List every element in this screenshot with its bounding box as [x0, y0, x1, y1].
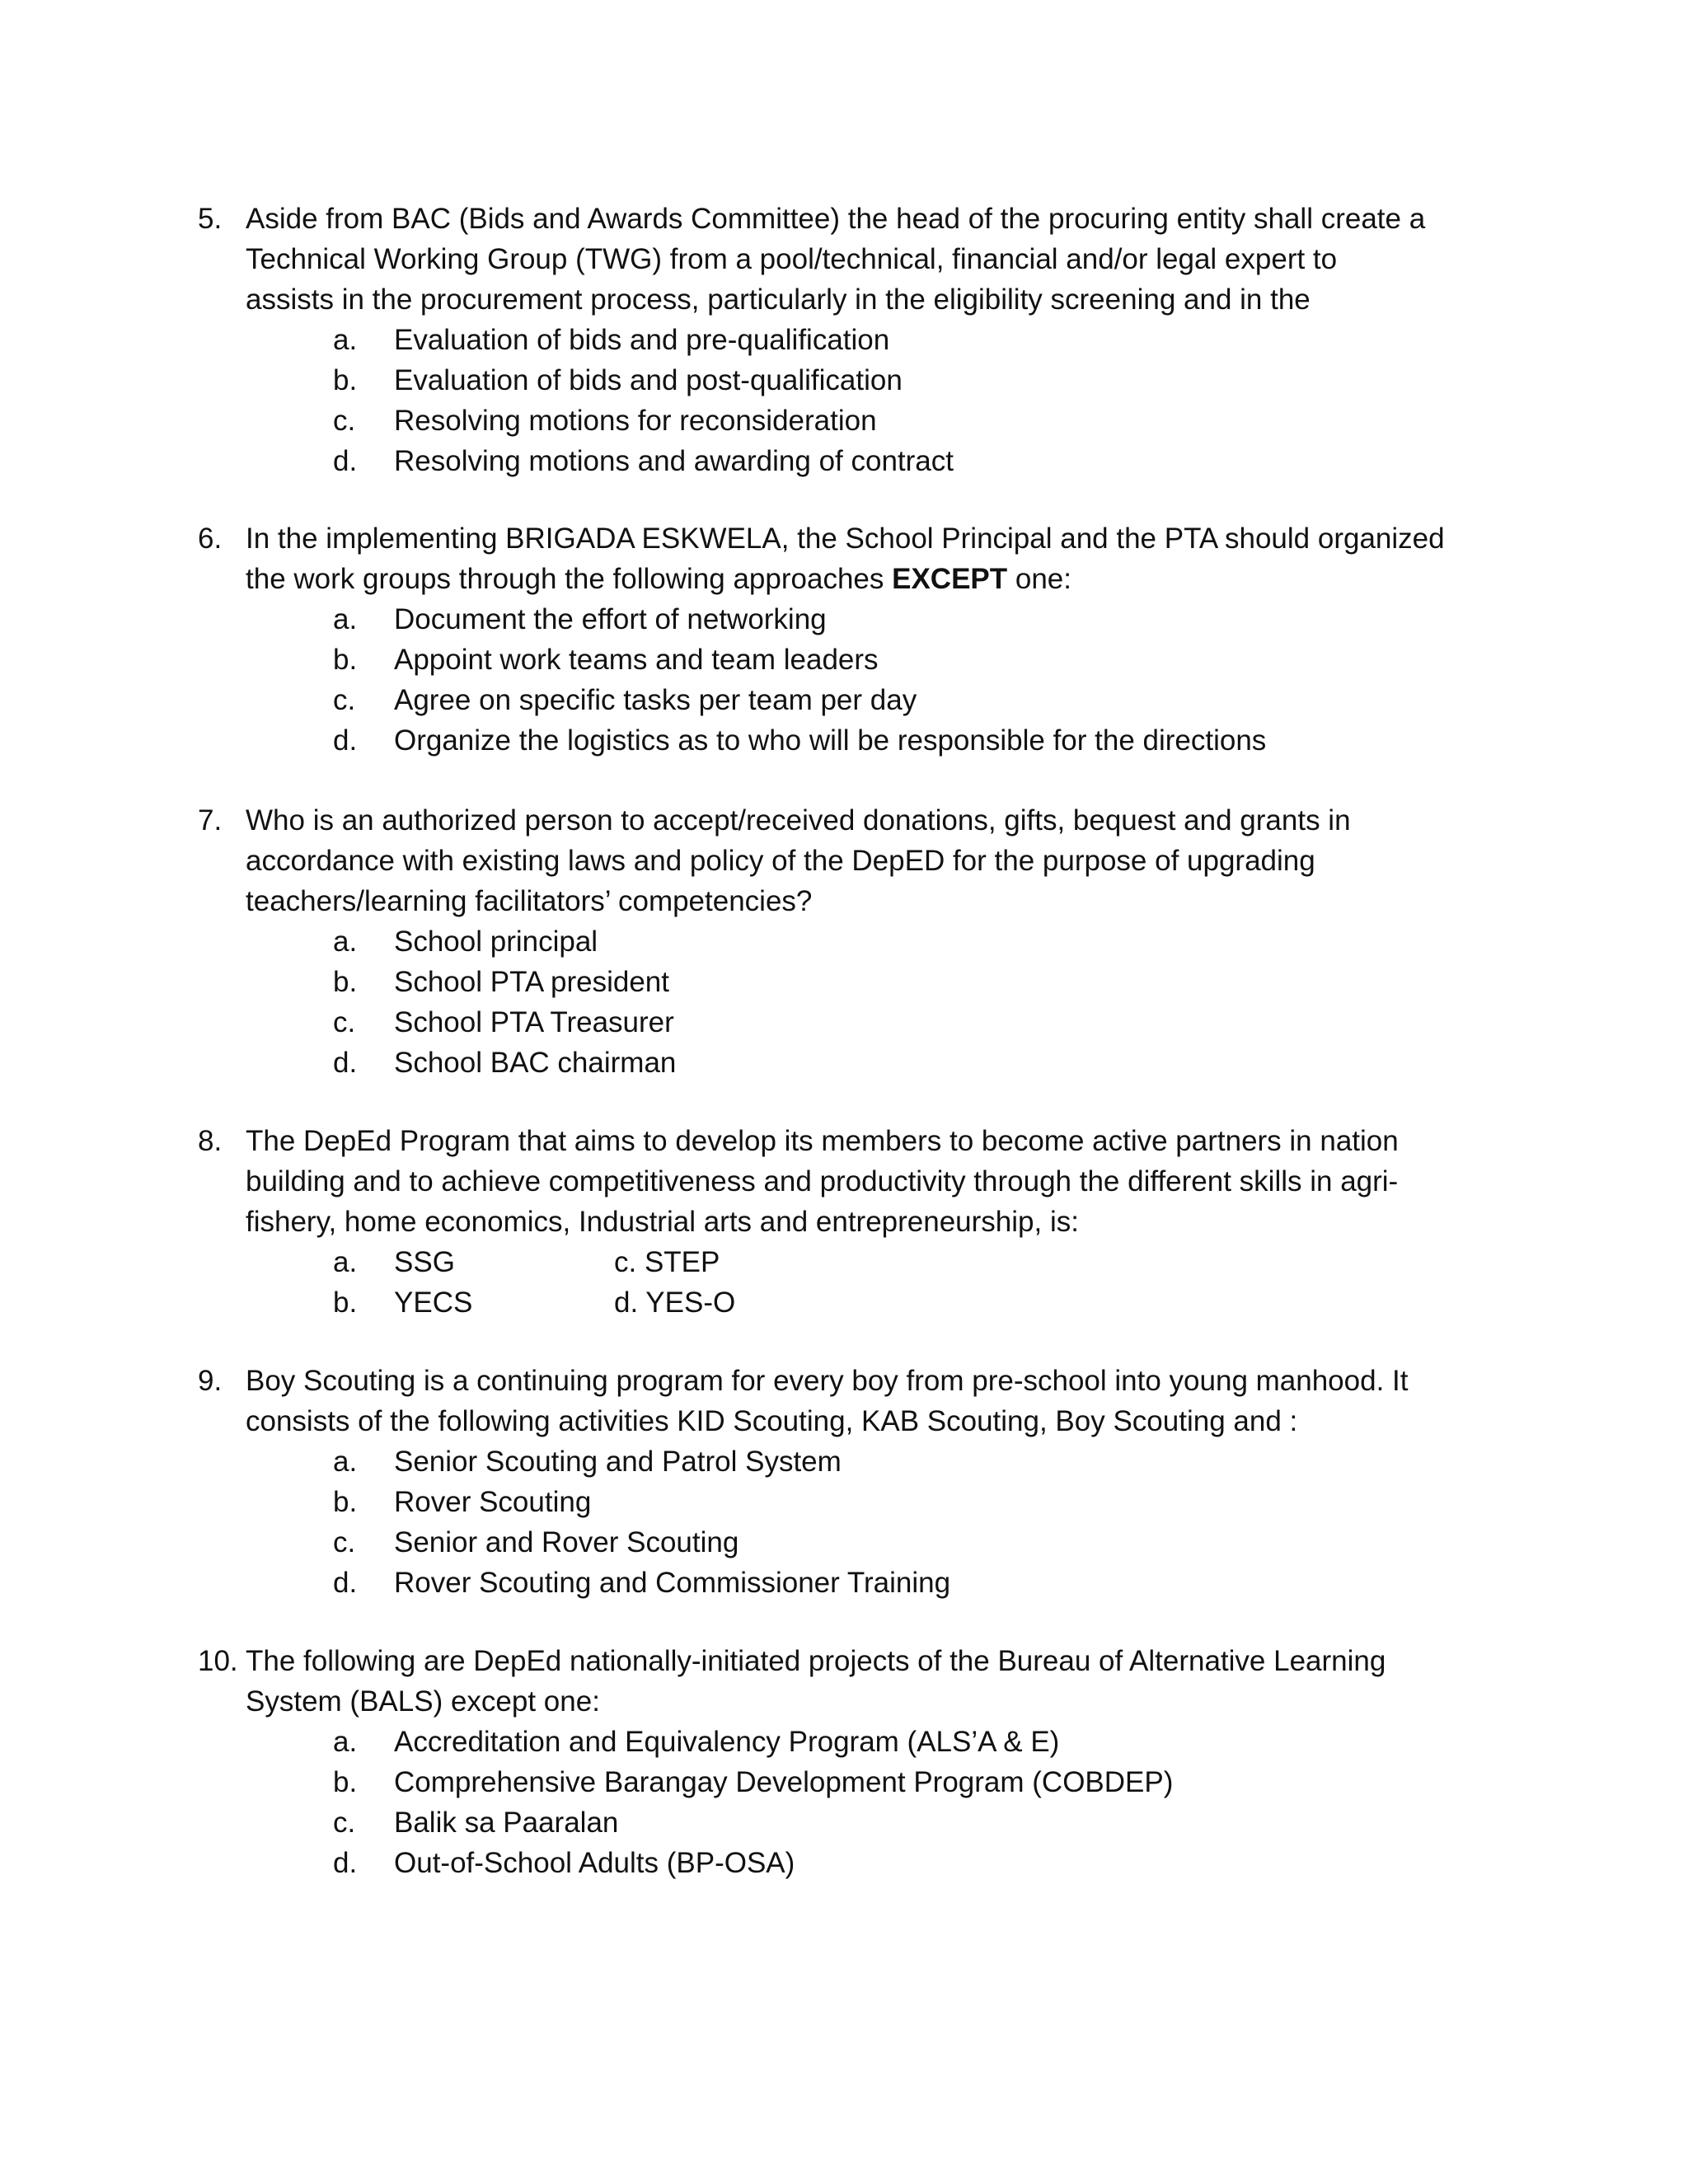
question-line — [198, 1681, 1500, 1722]
option-text: c. STEP — [614, 1246, 720, 1278]
question-line — [198, 239, 1500, 279]
option-letter: a. — [333, 1446, 358, 1478]
option-item — [198, 1563, 1500, 1603]
option-item — [198, 320, 1500, 360]
question-text: Boy Scouting is a continuing program for every boy from pre-school into young manhood. It — [246, 1365, 1409, 1397]
option-text: Appoint work teams and team leaders — [394, 644, 879, 676]
question-text: System (BALS) except one: — [246, 1685, 600, 1718]
question-line — [198, 881, 1500, 921]
question-line — [198, 199, 1500, 239]
option-text: YECS — [394, 1286, 473, 1319]
question-8 — [198, 1121, 1500, 1323]
question-text: assists in the procurement process, particularly in the eligibility screening and in the — [246, 284, 1311, 316]
option-letter: c. — [333, 684, 356, 716]
question-line — [198, 1161, 1500, 1202]
option-list — [198, 1242, 1500, 1323]
question-text: Technical Working Group (TWG) from a pool/technical, financial and/or legal expert to — [246, 243, 1338, 275]
question-number: 10. — [198, 1645, 238, 1677]
option-item — [198, 441, 1500, 481]
option-letter: a. — [333, 926, 358, 958]
question-line — [198, 1121, 1500, 1161]
question-5 — [198, 199, 1500, 481]
emphasis-text: EXCEPT — [892, 563, 1008, 595]
option-item — [198, 1802, 1500, 1843]
option-letter: b. — [333, 1766, 358, 1798]
option-letter: d. — [333, 724, 358, 757]
option-item — [198, 1282, 1500, 1323]
option-list — [198, 320, 1500, 481]
option-item — [198, 680, 1500, 720]
question-line — [198, 559, 1500, 599]
option-text: d. YES-O — [614, 1286, 736, 1319]
option-item — [198, 360, 1500, 401]
option-list — [198, 1722, 1500, 1883]
option-letter: c. — [333, 1807, 356, 1839]
option-letter: a. — [333, 324, 358, 356]
option-letter: c. — [333, 1006, 356, 1038]
option-text: Evaluation of bids and pre-qualification — [394, 324, 890, 356]
option-item — [198, 1441, 1500, 1482]
option-item — [198, 1843, 1500, 1883]
option-item — [198, 1002, 1500, 1043]
option-text: Resolving motions and awarding of contract — [394, 445, 954, 477]
question-number: 9. — [198, 1365, 223, 1397]
option-text: Senior Scouting and Patrol System — [394, 1446, 842, 1478]
question-number: 6. — [198, 523, 223, 555]
question-9 — [198, 1361, 1500, 1603]
option-letter: c. — [333, 405, 356, 437]
question-text: In the implementing BRIGADA ESKWELA, the School Principal and the PTA should organized — [246, 523, 1445, 555]
option-text: School PTA president — [394, 966, 669, 998]
option-list — [198, 921, 1500, 1083]
option-text: School principal — [394, 926, 598, 958]
option-text: School BAC chairman — [394, 1047, 677, 1079]
option-text: School PTA Treasurer — [394, 1006, 674, 1038]
option-letter: b. — [333, 1286, 358, 1319]
option-letter: d. — [333, 1567, 358, 1599]
question-number: 5. — [198, 203, 223, 235]
question-line — [198, 1361, 1500, 1401]
option-text: Accreditation and Equivalency Program (ALS’A & E) — [394, 1726, 1060, 1758]
option-text: Rover Scouting and Commissioner Training — [394, 1567, 951, 1599]
option-text: Document the effort of networking — [394, 603, 827, 635]
question-line — [198, 1641, 1500, 1681]
question-text: accordance with existing laws and policy of the DepED for the purpose of upgrading — [246, 845, 1315, 877]
question-text: building and to achieve competitiveness and productivity through the different skills in agri- — [246, 1165, 1399, 1197]
option-item — [198, 640, 1500, 680]
option-letter: b. — [333, 1486, 358, 1518]
question-text: consists of the following activities KID Scouting, KAB Scouting, Boy Scouting and : — [246, 1405, 1298, 1437]
question-text: The DepEd Program that aims to develop its members to become active partners in nation — [246, 1125, 1399, 1157]
option-item — [198, 1762, 1500, 1802]
option-item — [198, 599, 1500, 640]
option-item — [198, 921, 1500, 962]
option-letter: b. — [333, 966, 358, 998]
option-letter: a. — [333, 1246, 358, 1278]
option-item — [198, 1482, 1500, 1522]
question-text: fishery, home economics, Industrial arts and entrepreneurship, is: — [246, 1206, 1079, 1238]
option-text: Comprehensive Barangay Development Program (COBDEP) — [394, 1766, 1174, 1798]
option-letter: d. — [333, 445, 358, 477]
question-line — [198, 279, 1500, 320]
question-7 — [198, 800, 1500, 1083]
option-letter: c. — [333, 1526, 356, 1558]
question-number: 8. — [198, 1125, 223, 1157]
option-list — [198, 599, 1500, 761]
option-item — [198, 962, 1500, 1002]
question-text: The following are DepEd nationally-initiated projects of the Bureau of Alternative Learning — [246, 1645, 1386, 1677]
question-text: one: — [1007, 563, 1072, 595]
option-letter: a. — [333, 1726, 358, 1758]
option-text: Agree on specific tasks per team per day — [394, 684, 917, 716]
option-item — [198, 1522, 1500, 1563]
option-letter: d. — [333, 1047, 358, 1079]
option-text: Out-of-School Adults (BP-OSA) — [394, 1847, 795, 1879]
option-item — [198, 1722, 1500, 1762]
question-line — [198, 1401, 1500, 1441]
option-text: Resolving motions for reconsideration — [394, 405, 877, 437]
question-line — [198, 800, 1500, 841]
option-item — [198, 1242, 1500, 1282]
question-6 — [198, 518, 1500, 761]
question-text: Aside from BAC (Bids and Awards Committee) the head of the procuring entity shall create a — [246, 203, 1426, 235]
question-text: Who is an authorized person to accept/received donations, gifts, bequest and grants in — [246, 804, 1351, 837]
option-list — [198, 1441, 1500, 1603]
option-text: Evaluation of bids and post-qualification — [394, 364, 903, 396]
option-text: Rover Scouting — [394, 1486, 592, 1518]
option-letter: b. — [333, 364, 358, 396]
question-text: the work groups through the following approaches — [246, 563, 893, 595]
option-item — [198, 720, 1500, 761]
question-line — [198, 1202, 1500, 1242]
question-number: 7. — [198, 804, 223, 837]
option-item — [198, 1043, 1500, 1083]
option-letter: b. — [333, 644, 358, 676]
question-line — [198, 518, 1500, 559]
option-text: Balik sa Paaralan — [394, 1807, 619, 1839]
option-letter: a. — [333, 603, 358, 635]
question-text: teachers/learning facilitators’ competencies? — [246, 885, 813, 917]
option-item — [198, 401, 1500, 441]
question-10 — [198, 1641, 1500, 1883]
option-text: Senior and Rover Scouting — [394, 1526, 739, 1558]
question-line — [198, 841, 1500, 881]
option-letter: d. — [333, 1847, 358, 1879]
option-text: Organize the logistics as to who will be responsible for the directions — [394, 724, 1267, 757]
option-text: SSG — [394, 1246, 455, 1278]
